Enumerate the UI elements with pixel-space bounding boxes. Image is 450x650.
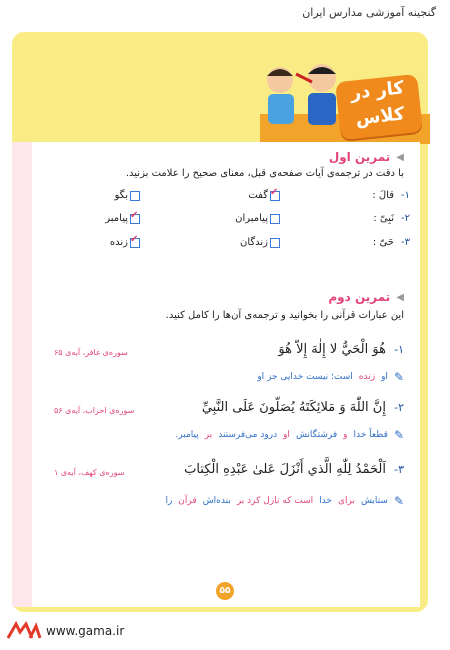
translation-part: فرشتگانش [295,430,338,440]
verse-1-reference: سوره‌ی غافر، آیه‌ی ۶۵ [54,348,128,357]
verse-text: إِنَّ اللّٰهَ وَ مَلائِكَتَهُ يُصَلّونَ عَلَى النَّبِيِّ [201,400,386,415]
pencil-icon: ✎ [393,370,404,384]
boy-body-right [308,93,336,125]
pencil-icon: ✎ [393,428,404,442]
row-number: ۲- [401,213,410,224]
verse-number: ۱- [394,343,404,356]
verse-2 [202,400,404,415]
exercise1-title: تمرین اول [328,150,391,164]
verse-1 [278,342,404,357]
exercise2-heading [328,290,404,304]
checkbox-checked-icon[interactable] [130,238,140,248]
triangle-icon: ◀ [396,151,404,163]
checkbox-icon[interactable] [130,191,140,201]
verse-number: ۲- [394,401,404,414]
verse-3 [184,462,404,477]
boy-body-left [268,94,294,124]
translation-part: ستایش [360,496,388,506]
translation-part: پیامبر. [175,430,199,440]
translation-part: است؛ نیست خدایی جز او [257,372,353,382]
class-work-badge [335,74,423,140]
checkbox-icon[interactable] [270,238,280,248]
badge-line2: کلاس [354,103,406,130]
verse-2-translation [175,428,404,442]
exercise1-row-2 [50,213,410,229]
verse-2-reference: سوره‌ی احزاب، آیه‌ی ۵۶ [54,406,135,415]
option-1[interactable] [248,190,280,201]
option-1[interactable] [240,237,280,248]
option-label: پیامبران [235,213,268,224]
left-margin-strip [12,142,32,607]
option-2[interactable] [115,190,140,201]
option-2[interactable] [105,213,140,224]
option-1[interactable] [235,213,280,224]
pencil-icon: ✎ [393,494,404,508]
exercise1-row-3 [50,237,410,253]
option-label: گفت [248,190,268,201]
exercise1-heading [329,150,404,164]
option-label: زندگان [239,237,268,248]
translation-part: خدا [319,496,332,506]
page-number: ۵۵ [216,582,234,600]
checkbox-checked-icon[interactable] [130,214,140,224]
verse-1-translation [257,370,404,384]
row-word: نَبِیّ : [373,213,394,224]
exercise2-instruction: این عبارات قرآنی را بخوانید و ترجمه‌ی آن‌ها را کامل کنید. [165,310,404,321]
exercise2-title: تمرین دوم [328,290,391,304]
verse-number: ۳- [394,463,404,476]
verse-3-reference: سوره‌ی کهف، آیه‌ی ۱ [54,468,125,477]
triangle-icon: ◀ [396,291,404,303]
translation-part: او [381,372,388,382]
translation-part: قطعاً خدا [353,430,388,440]
option-2[interactable] [110,237,140,248]
translation-part: را [165,496,173,506]
translation-part: درود می‌فرستند [218,430,278,440]
row-word: قالَ : [372,190,394,201]
translation-part: است که نازل کرد بر [236,496,314,506]
gama-logo-icon [6,620,42,642]
translation-part: بر [204,430,213,440]
option-label: زنده [109,237,128,248]
checkbox-icon[interactable] [270,214,280,224]
translation-part: و [343,430,348,440]
verse-text: اَلْحَمْدُ لِلّٰهِ الَّذي أَنْزَلَ عَلىٰ عَبْدِهِ الْكِتابَ [184,462,386,477]
badge-line1: کار در [349,77,405,104]
translation-part: قرآن [178,496,197,506]
option-label: بگو [114,190,128,201]
translation-part: بنده‌اش [202,496,231,506]
translation-part: برای [337,496,355,506]
verse-text: هُوَ الْحَيُّ لا إِلٰهَ إِلاّ هُوَ [278,342,386,357]
exercise1-row-1 [50,190,410,206]
option-label: پیامبر [105,213,128,224]
verse-3-translation [165,494,404,508]
translation-part: او [283,430,290,440]
row-number: ۱- [401,190,410,201]
translation-part: زنده [358,372,376,382]
row-word: حَیّ : [372,237,394,248]
exercise1-instruction: با دقت در ترجمه‌ی آیات صفحه‌ی قبل، معنای صحیح را علامت بزنید. [125,168,404,179]
checkbox-checked-icon[interactable] [270,191,280,201]
header-title: گنجینه آموزشی مدارس ایران [302,6,436,19]
footer-url[interactable]: www.gama.ir [46,624,125,638]
row-number: ۳- [401,237,410,248]
